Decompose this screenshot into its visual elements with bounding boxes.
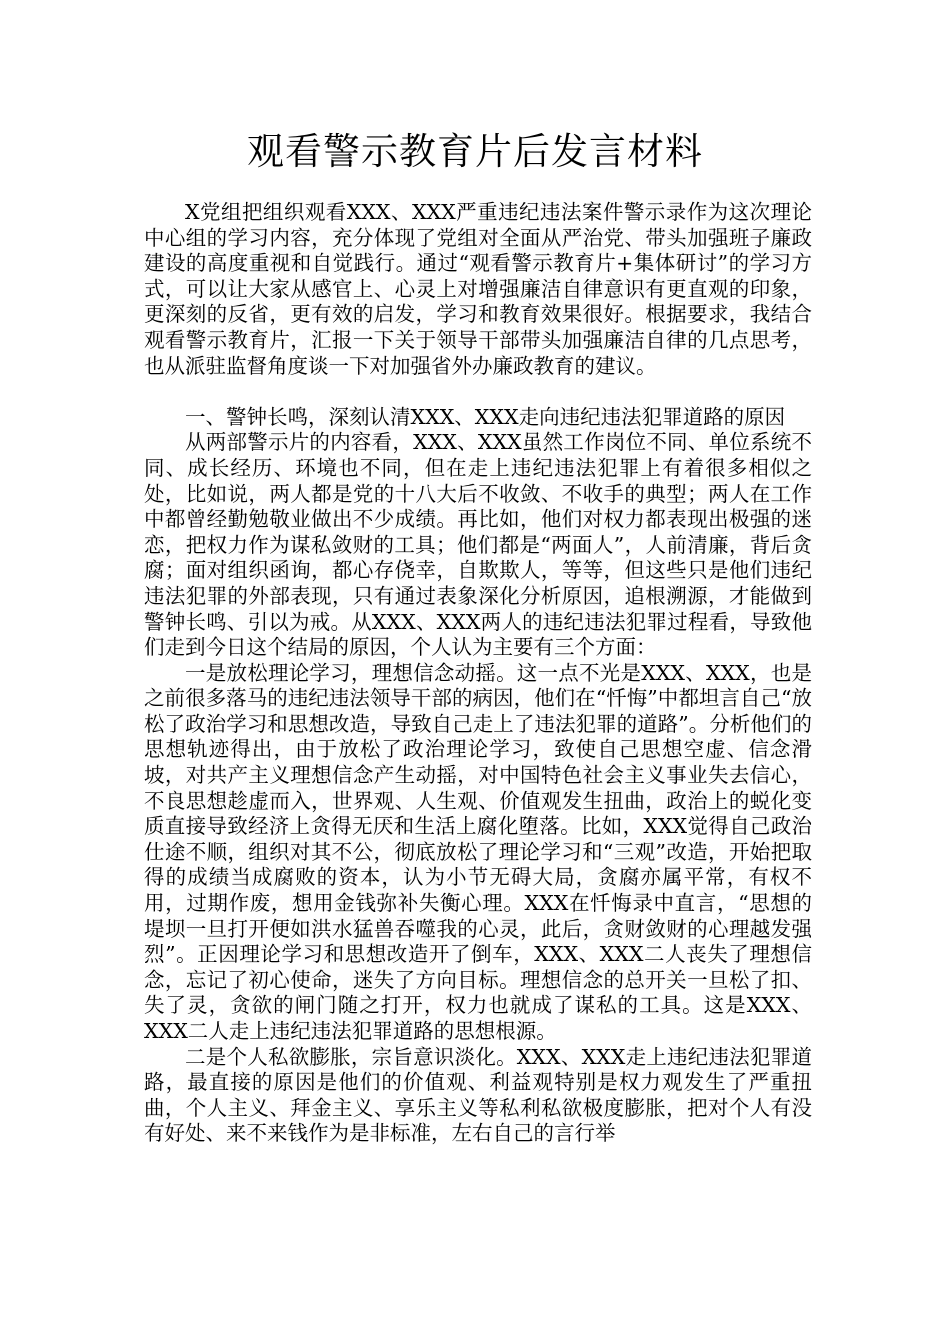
paragraph-point-one: 一是放松理论学习，理想信念动摇。这一点不光是XXX、XXX，也是之前很多落马的违纪违法领导干部的病因，他们在“忏悔”中都坦言自己“放松了政治学习和思想改造，导致自己走上了违法犯罪的道路”。分析他们的思想轨迹得出，由于放松了政治理论学习，致使自己思想空虚、信念滑坡，对共产主义理想信念产生动摇，对中国特色社会主义事业失去信心，不良思想趁虚而入，世界观、人生观、价值观发生扭曲，政治上的蜕化变质直接导致经济上贪得无厌和生活上腐化堕落。比如，XXX觉得自己政治仕途不顺，组织对其不公，彻底放松了理论学习和“三观”改造，开始把取得的成绩当成腐败的资本，认为小节无碍大局，贪腐亦属平常，有权不用，过期作废，想用金钱弥补失衡心理。XXX在忏悔录中直言，“思想的堤坝一旦打开便如洪水猛兽吞噬我的心灵，此后，贪财敛财的心理越发强烈”。正因理论学习和思想改造开了倒车，XXX、XXX二人丧失了理想信念，忘记了初心使命，迷失了方向目标。理想信念的总开关一旦松了扣、失了灵，贪欲的闸门随之打开，权力也就成了谋私的工具。这是XXX、XXX二人走上违纪违法犯罪道路的思想根源。 <box>144 660 812 1043</box>
paragraph-intro: X党组把组织观看XXX、XXX严重违纪违法案件警示录作为这次理论中心组的学习内容，充分体现了党组对全面从严治党、带头加强班子廉政建设的高度重视和自觉践行。通过“观看警示教育片+集体研讨”的学习方式，可以让大家从感官上、心灵上对增强廉洁自律意识有更直观的印象，更深刻的反省，更有效的启发，学习和教育效果很好。根据要求，我结合观看警示教育片，汇报一下关于领导干部带头加强廉洁自律的几点思考，也从派驻监督角度谈一下对加强省外办廉政教育的建议。 <box>144 200 812 378</box>
paragraph-analysis: 从两部警示片的内容看，XXX、XXX虽然工作岗位不同、单位系统不同、成长经历、环境也不同，但在走上违纪违法犯罪上有着很多相似之处，比如说，两人都是党的十八大后不收敛、不收手的典型；两人在工作中都曾经勤勉敬业做出不少成绩。再比如，他们对权力都表现出极强的迷恋，把权力作为谋私敛财的工具；他们都是“两面人”，人前清廉，背后贪腐；面对组织函询，都心存侥幸，自欺欺人，等等，但这些只是他们违纪违法犯罪的外部表现，只有通过表象深化分析原因，追根溯源，才能做到警钟长鸣、引以为戒。从XXX、XXX两人的违纪违法犯罪过程看，导致他们走到今日这个结局的原因，个人认为主要有三个方面： <box>144 430 812 660</box>
paragraph-point-two: 二是个人私欲膨胀，宗旨意识淡化。XXX、XXX走上违纪违法犯罪道路，最直接的原因是他们的价值观、利益观特别是权力观发生了严重扭曲，个人主义、拜金主义、享乐主义等私利私欲极度膨胀，把对个人有没有好处、来不来钱作为是非标准，左右自己的言行举 <box>144 1044 812 1146</box>
section-heading: 一、警钟长鸣，深刻认清XXX、XXX走向违纪违法犯罪道路的原因 <box>185 404 786 429</box>
document-title: 观看警示教育片后发言材料 <box>247 130 703 173</box>
document-body <box>144 200 812 1147</box>
